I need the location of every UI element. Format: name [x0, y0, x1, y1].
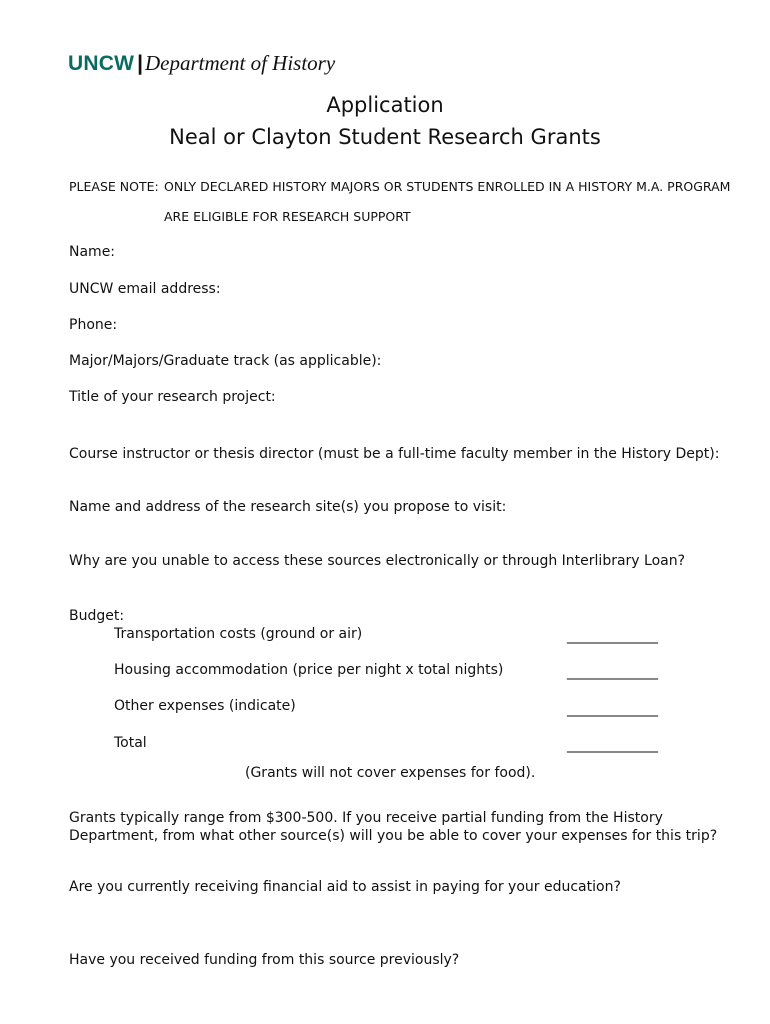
department-name: Department of History	[145, 51, 336, 75]
budget-item-housing: Housing accommodation (price per night x total nights)	[114, 662, 504, 678]
letterhead	[68, 50, 335, 77]
notice-line-2: ARE ELIGIBLE FOR RESEARCH SUPPORT	[164, 209, 411, 224]
email-field-label: UNCW email address:	[69, 281, 221, 297]
food-expense-note: (Grants will not cover expenses for food).	[245, 765, 536, 781]
header-separator: |	[137, 52, 144, 75]
budget-blank-other: _______________	[567, 701, 657, 717]
access-question-label: Why are you unable to access these sources electronically or through Interlibrary Loan?	[69, 553, 686, 569]
instructor-field-label: Course instructor or thesis director (must be a full-time faculty member in the History Dept):	[69, 446, 720, 462]
budget-item-other: Other expenses (indicate)	[114, 698, 296, 714]
phone-field-label: Phone:	[69, 317, 118, 333]
research-site-field-label: Name and address of the research site(s) you propose to visit:	[69, 499, 507, 515]
budget-blank-transportation: _______________	[567, 628, 657, 644]
financial-aid-question: Are you currently receiving financial aid to assist in paying for your education?	[69, 879, 621, 895]
budget-heading: Budget:	[69, 608, 125, 624]
name-field-label: Name:	[69, 244, 116, 260]
form-subtitle: Neal or Clayton Student Research Grants	[169, 125, 601, 149]
notice-label: PLEASE NOTE:	[69, 179, 159, 194]
budget-blank-total: _______________	[567, 737, 657, 753]
budget-item-total: Total	[114, 735, 147, 751]
grant-range-line-2: Department, from what other source(s) will you be able to cover your expenses for this trip?	[69, 828, 718, 844]
grant-range-line-1: Grants typically range from $300-500. If you receive partial funding from the History	[69, 810, 663, 826]
previous-funding-question: Have you received funding from this source previously?	[69, 952, 460, 968]
budget-item-transportation: Transportation costs (ground or air)	[114, 626, 363, 642]
project-title-field-label: Title of your research project:	[69, 389, 276, 405]
form-title: Application	[326, 93, 444, 117]
major-field-label: Major/Majors/Graduate track (as applicable):	[69, 353, 382, 369]
budget-blank-housing: _______________	[567, 664, 657, 680]
uncw-logo-text: UNCW	[68, 52, 135, 75]
notice-line-1: ONLY DECLARED HISTORY MAJORS OR STUDENTS ENROLLED IN A HISTORY M.A. PROGRAM	[164, 179, 731, 194]
